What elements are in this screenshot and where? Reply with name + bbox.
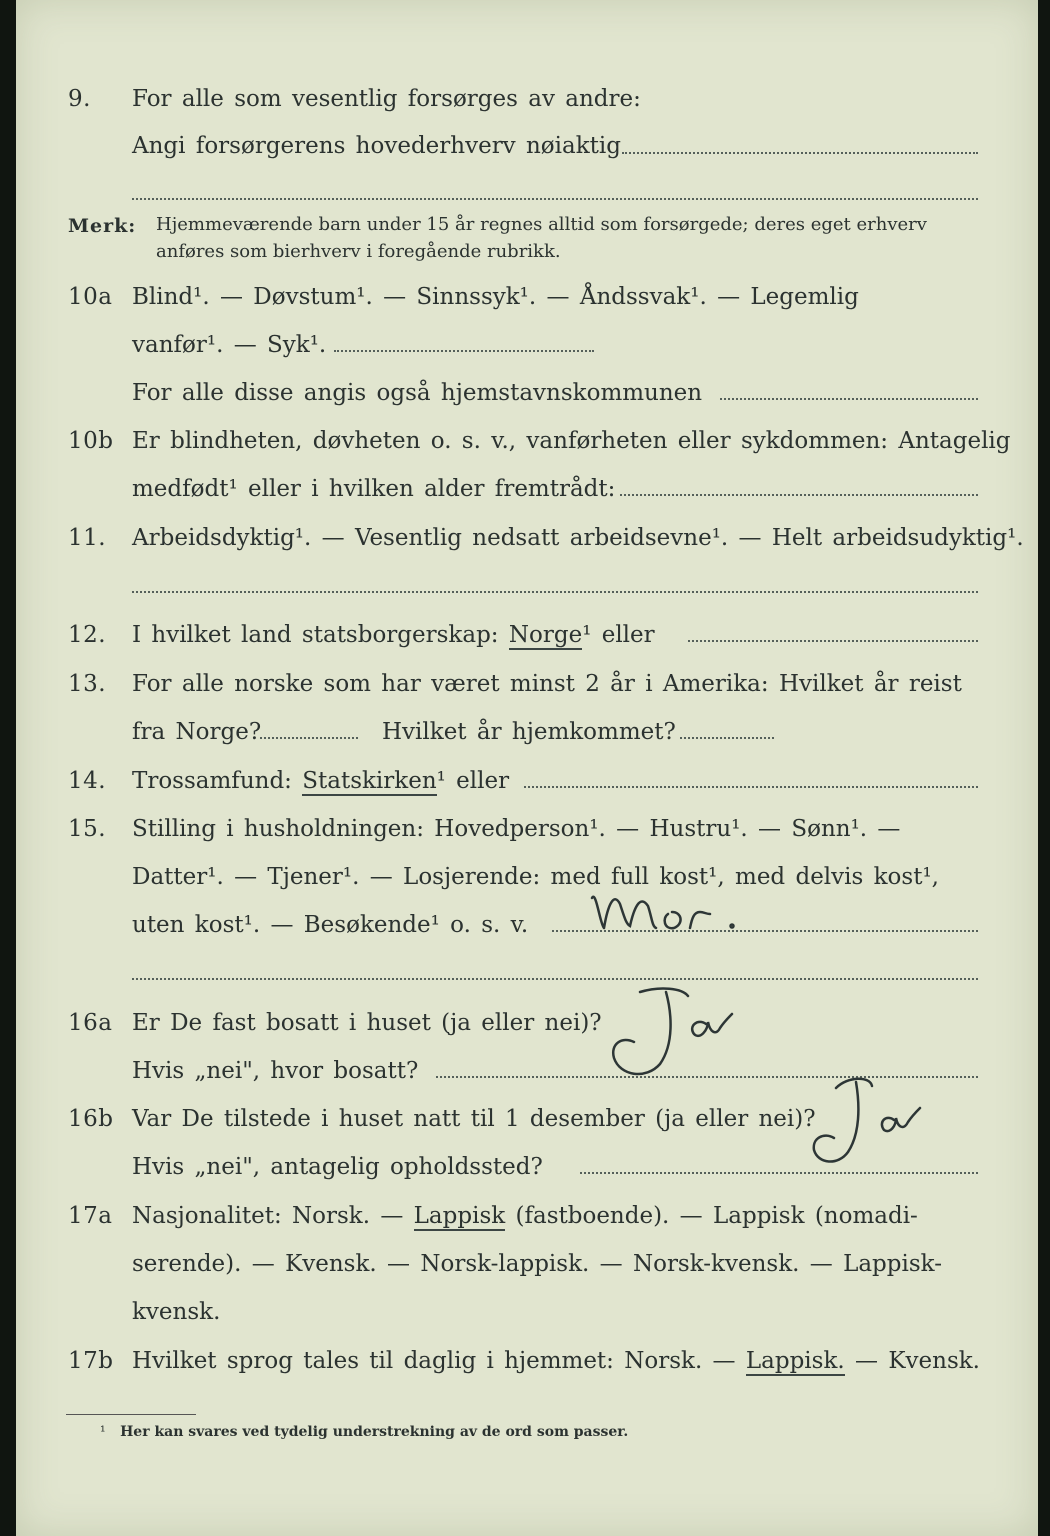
question-suffix: ¹ eller	[582, 622, 655, 648]
question-number: 11.	[68, 525, 107, 551]
question-text: Er De fast bosatt i huset (ja eller nei)?	[132, 1010, 602, 1036]
answer-line	[132, 978, 978, 980]
question-text: fra Norge?	[132, 719, 262, 745]
question-number: 14.	[68, 768, 107, 794]
footnote	[100, 1424, 628, 1440]
question-text: Datter¹. — Tjener¹. — Losjerende: med full kost¹, med delvis kost¹,	[132, 864, 939, 890]
answer-line	[260, 737, 358, 739]
question-number: 13.	[68, 671, 107, 697]
question-text: Hvis „nei", antagelig opholdssted?	[132, 1154, 543, 1180]
answer-line	[688, 640, 978, 642]
question-text: Hvis „nei", hvor bosatt?	[132, 1058, 419, 1084]
census-form-page	[16, 0, 1038, 1536]
question-text: medfødt¹ eller i hvilken alder fremtrådt:	[132, 476, 616, 502]
answer-line	[524, 786, 978, 788]
question-text: kvensk.	[132, 1299, 221, 1325]
handwritten-answer-mor	[586, 884, 746, 938]
underlined-answer-norge: Norge	[508, 622, 583, 648]
question-text: For alle som vesentlig forsørges av andre:	[132, 86, 641, 112]
answer-line	[680, 737, 774, 739]
question-text	[132, 622, 655, 648]
question-suffix: ¹ eller	[436, 768, 510, 794]
question-text: For alle norske som har været minst 2 år i Amerika: Hvilket år reist	[132, 671, 962, 697]
footnote-divider	[66, 1414, 196, 1415]
question-number: 16a	[68, 1010, 113, 1036]
footnote-mark: ¹	[100, 1424, 106, 1440]
question-number: 16b	[68, 1106, 114, 1132]
question-text: Angi forsørgerens hovederhverv nøiaktig	[132, 133, 621, 159]
underlined-answer-lappisk: Lappisk.	[745, 1348, 845, 1374]
answer-line	[720, 398, 978, 400]
underlined-answer-statskirken: Statskirken	[302, 768, 437, 794]
question-number: 10b	[68, 428, 114, 454]
question-suffix: — Kvensk.	[855, 1348, 980, 1374]
note-label: Merk:	[68, 215, 137, 237]
note-text: Hjemmeværende barn under 15 år regnes alltid som forsørgede; deres eget erhverv	[156, 214, 927, 235]
question-text: Stilling i husholdningen: Hovedperson¹. — Hustru¹. — Sønn¹. —	[132, 816, 901, 842]
answer-line	[580, 1172, 978, 1174]
question-number: 12.	[68, 622, 107, 648]
question-text: Arbeidsdyktig¹. — Vesentlig nedsatt arbeidsevne¹. — Helt arbeidsudyktig¹.	[132, 525, 1024, 551]
question-text: Var De tilstede i huset natt til 1 desember (ja eller nei)?	[132, 1106, 816, 1132]
question-text	[132, 1348, 980, 1374]
question-number: 10a	[68, 284, 113, 310]
question-suffix: (fastboende). — Lappisk (nomadi-	[515, 1203, 918, 1229]
answer-line	[132, 198, 978, 200]
question-text	[132, 768, 509, 794]
question-number: 17a	[68, 1203, 113, 1229]
footnote-text: Her kan svares ved tydelig understrekning av de ord som passer.	[120, 1424, 629, 1440]
question-text: uten kost¹. — Besøkende¹ o. s. v.	[132, 912, 529, 938]
handwritten-answer-ja	[806, 1072, 926, 1172]
answer-line	[622, 152, 978, 154]
question-text: Hvilket år hjemkommet?	[382, 719, 676, 745]
question-prefix: Nasjonalitet: Norsk. —	[132, 1203, 404, 1229]
question-prefix: Hvilket sprog tales til daglig i hjemmet: Norsk. —	[132, 1348, 736, 1374]
answer-line	[132, 591, 978, 593]
question-prefix: I hvilket land statsborgerskap:	[132, 622, 499, 648]
question-number: 17b	[68, 1348, 114, 1374]
question-text	[132, 1203, 918, 1229]
question-text: For alle disse angis også hjemstavnskommunen	[132, 380, 703, 406]
answer-line	[620, 494, 978, 496]
question-text: serende). — Kvensk. — Norsk-lappisk. — Norsk-kvensk. — Lappisk-	[132, 1251, 942, 1277]
question-text: Er blindheten, døvheten o. s. v., vanførheten eller sykdommen: Antagelig	[132, 428, 1011, 454]
question-prefix: Trossamfund:	[132, 768, 292, 794]
question-text: Blind¹. — Døvstum¹. — Sinnssyk¹. — Åndssvak¹. — Legemlig	[132, 284, 859, 310]
question-number: 9.	[68, 86, 91, 112]
answer-line	[334, 350, 594, 352]
question-text: vanfør¹. — Syk¹.	[132, 332, 327, 358]
handwritten-answer-ja	[600, 984, 740, 1080]
underlined-answer-lappisk: Lappisk	[413, 1203, 506, 1229]
question-number: 15.	[68, 816, 107, 842]
note-text: anføres som bierhverv i foregående rubrikk.	[156, 241, 561, 262]
